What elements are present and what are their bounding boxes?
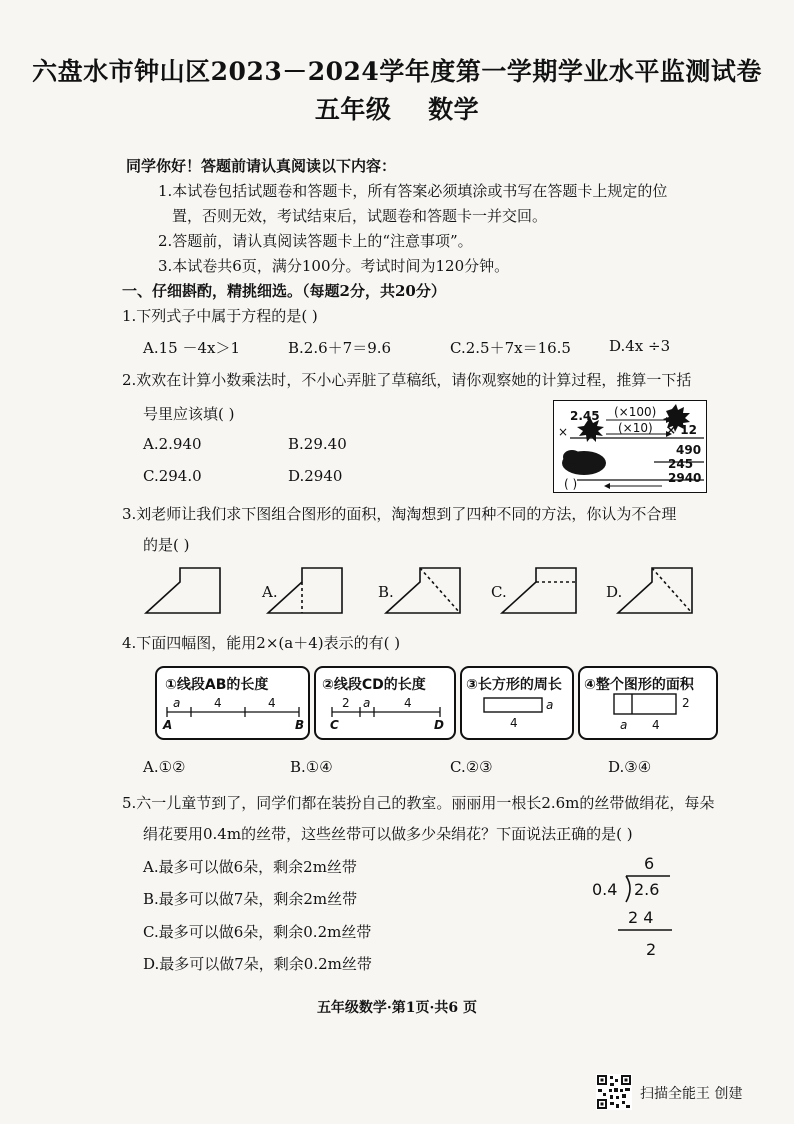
page-footer: 五年级数学·第1页·共6 页 bbox=[316, 1000, 478, 1016]
q3-figures bbox=[0, 560, 794, 630]
q3-label-a: A. bbox=[262, 583, 278, 601]
q2-partial1: 490 bbox=[676, 443, 702, 457]
q2-calculation-figure bbox=[553, 400, 707, 493]
q5-remainder: 2 bbox=[646, 940, 657, 959]
q4-option-c: C.②③ bbox=[450, 758, 493, 776]
q5-dividend: 2.6 bbox=[634, 880, 660, 899]
q5-option-d: D.最多可以做7朵，剩余0.2m丝带 bbox=[143, 955, 372, 973]
q4-panel-1-a: a bbox=[173, 696, 181, 710]
q4-panel-1 bbox=[155, 666, 310, 740]
q3-shape-a bbox=[268, 568, 342, 613]
q1-option-a: A.15 －4x＞1 bbox=[143, 339, 241, 357]
q2-times-right: × 12 bbox=[666, 423, 697, 437]
exam-title: 六盘水市钟山区2023－2024学年度第一学期学业水平监测试卷 bbox=[32, 57, 762, 86]
q4-panel-4 bbox=[578, 666, 718, 740]
q4-panel-2-4: 4 bbox=[404, 696, 412, 710]
q3-label-c: C. bbox=[491, 583, 507, 601]
q4-panel-1-end-b: B bbox=[295, 718, 305, 732]
q4-panel-3-a: a bbox=[546, 698, 554, 712]
section1-heading: 一、仔细斟酌，精挑细选。（每题2分，共20分） bbox=[122, 282, 446, 300]
q2-option-a: A.2.940 bbox=[143, 435, 202, 453]
q1-option-d: D.4x ÷3 bbox=[609, 337, 671, 355]
qr-code-icon bbox=[596, 1074, 632, 1110]
q1-option-c: C.2.5＋7x＝16.5 bbox=[450, 339, 571, 357]
q4-panel-3 bbox=[460, 666, 574, 740]
notice-item1-line1: 1.本试卷包括试题卷和答题卡，所有答案必须填涂或书写在答题卡上规定的位 bbox=[158, 182, 668, 200]
q2-stem-line2: 号里应该填( ) bbox=[143, 405, 235, 423]
q2-option-d: D.2940 bbox=[288, 467, 343, 485]
q4-panel-4-a: a bbox=[620, 718, 628, 732]
q4-panel-1-4a: 4 bbox=[214, 696, 222, 710]
q2-option-b: B.29.40 bbox=[288, 435, 347, 453]
q4-panel-4-rectangles bbox=[580, 668, 716, 738]
q4-panel-2-end-d: D bbox=[434, 718, 444, 732]
q2-partial2: 245 bbox=[668, 457, 694, 471]
q4-stem: 4.下面四幅图，能用2×(a＋4)表示的有( ) bbox=[122, 634, 401, 652]
q4-panel-2 bbox=[314, 666, 456, 740]
q2-times-left: × bbox=[558, 425, 569, 439]
q4-panel-2-end-c: C bbox=[330, 718, 339, 732]
q3-shape-c bbox=[502, 568, 576, 613]
q4-panel-3-4: 4 bbox=[510, 716, 518, 730]
q3-shape-d bbox=[618, 568, 692, 613]
q5-long-division bbox=[588, 848, 698, 968]
q4-panel-3-title: ③长方形的周长 bbox=[466, 677, 562, 693]
q4-option-b: B.①④ bbox=[290, 758, 333, 776]
q3-label-d: D. bbox=[606, 583, 623, 601]
q4-panel-1-title: ①线段AB的长度 bbox=[165, 677, 269, 693]
q5-stem-line1: 5.六一儿童节到了，同学们都在装扮自己的教室。丽丽用一根长2.6m的丝带做绢花，每朵 bbox=[122, 794, 715, 812]
q5-quotient: 6 bbox=[644, 854, 655, 873]
q2-result: 2940 bbox=[668, 471, 702, 485]
q3-shape-d-dashed bbox=[652, 568, 692, 613]
q4-panel-1-4b: 4 bbox=[268, 696, 276, 710]
q2-top-number: 2.45 bbox=[570, 409, 600, 423]
notice-greeting: 同学你好！答题前请认真阅读以下内容： bbox=[126, 157, 397, 175]
q4-panel-2-a: a bbox=[363, 696, 371, 710]
notice-item2: 2.答题前，请认真阅读答题卡上的“注意事项”。 bbox=[158, 232, 473, 250]
q4-panel-4-4: 4 bbox=[652, 718, 660, 732]
q1-stem: 1.下列式子中属于方程的是( ) bbox=[122, 307, 318, 325]
q3-original-shape bbox=[146, 568, 220, 613]
q4-option-a: A.①② bbox=[143, 758, 186, 776]
q2-option-c: C.294.0 bbox=[143, 467, 202, 485]
q5-stem-line2: 绢花要用0.4m的丝带，这些丝带可以做多少朵绢花？下面说法正确的是( ) bbox=[143, 825, 633, 843]
q2-arrow-top-label: (×100) bbox=[614, 405, 657, 419]
q4-panel-4-2: 2 bbox=[682, 696, 690, 710]
q5-divisor: 0.4 bbox=[592, 880, 618, 899]
exam-subtitle: 五年级 数学 bbox=[314, 95, 480, 124]
q5-product: 2 4 bbox=[628, 908, 654, 927]
q5-option-c: C.最多可以做6朵，剩余0.2m丝带 bbox=[143, 923, 372, 941]
q3-shape-b-dashed bbox=[420, 568, 460, 613]
q3-stem-line2: 的是( ) bbox=[143, 536, 190, 554]
q2-stem-line1: 2.欢欢在计算小数乘法时，不小心弄脏了草稿纸，请你观察她的计算过程，推算一下括 bbox=[122, 371, 692, 389]
q3-stem-line1: 3.刘老师让我们求下图组合图形的面积，淘淘想到了四种不同的方法，你认为不合理 bbox=[122, 505, 677, 523]
q3-shape-b bbox=[386, 568, 460, 613]
q4-panel-2-2: 2 bbox=[342, 696, 350, 710]
q5-option-a: A.最多可以做6朵，剩余2m丝带 bbox=[143, 858, 357, 876]
q5-option-b: B.最多可以做7朵，剩余2m丝带 bbox=[143, 890, 358, 908]
q2-arrow-mid-label: (×10) bbox=[618, 421, 653, 435]
q4-option-d: D.③④ bbox=[608, 758, 652, 776]
scanner-watermark: 扫描全能王 创建 bbox=[640, 1086, 743, 1102]
q2-answer-blank: ( ) bbox=[564, 477, 578, 491]
q4-panel-4-title: ④整个图形的面积 bbox=[584, 677, 694, 693]
notice-item3: 3.本试卷共6页，满分100分。考试时间为120分钟。 bbox=[158, 257, 510, 275]
q4-panel-1-end-a: A bbox=[163, 718, 173, 732]
q1-option-b: B.2.6＋7＝9.6 bbox=[288, 339, 392, 357]
notice-item1-line2: 置，否则无效，考试结束后，试题卷和答题卡一并交回。 bbox=[172, 207, 548, 225]
q3-label-b: B. bbox=[378, 583, 394, 601]
q4-panel-2-title: ②线段CD的长度 bbox=[322, 677, 426, 693]
